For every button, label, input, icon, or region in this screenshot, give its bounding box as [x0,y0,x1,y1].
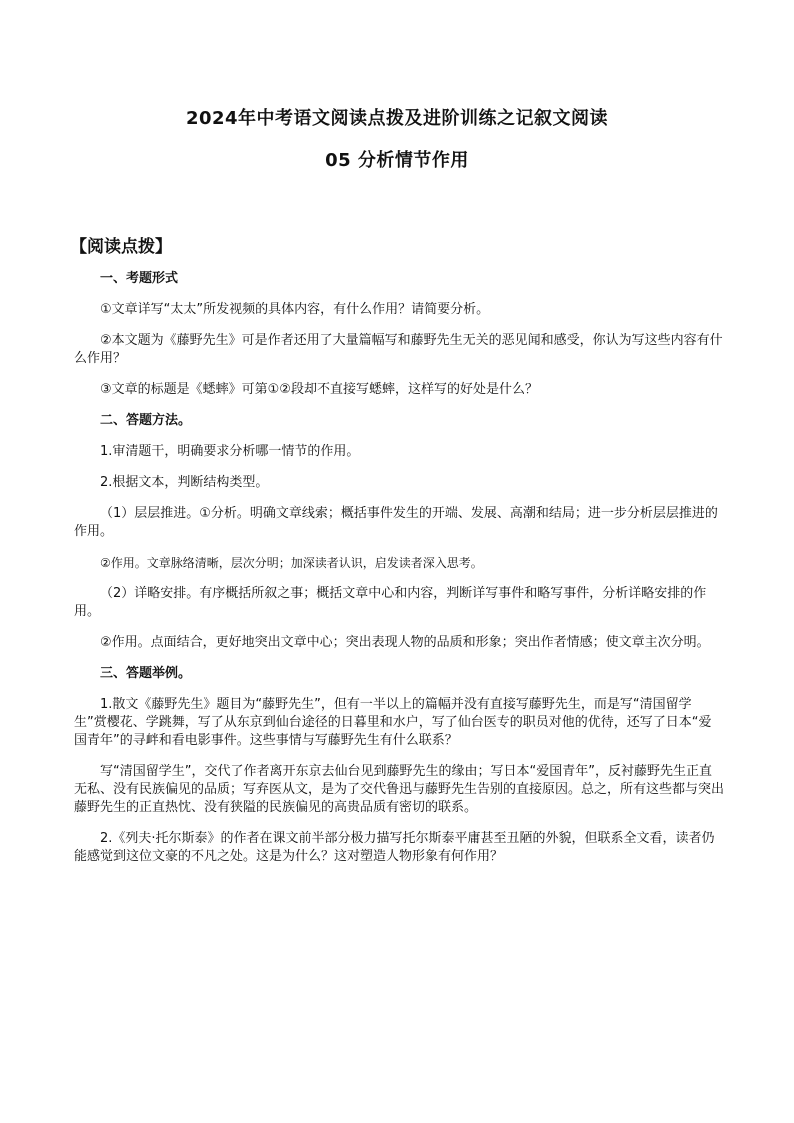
section-heading: 【阅读点拨】 [70,237,172,257]
paragraph: ②作用。文章脉络清晰，层次分明；加深读者认识，启发读者深入思考。 [100,556,483,570]
heading-question-forms: 一、考题形式 [100,271,179,286]
paragraph: 2.根据文本，判断结构类型。 [100,475,269,490]
heading-answer-examples: 三、答题举例。 [100,666,192,681]
paragraph: 1.审清题干，明确要求分析哪一情节的作用。 [100,444,360,459]
paragraph: （2）详略安排。有序概括所叙之事；概括文章中心和内容，判断详写事件和略写事件，分析详略安排的作用。 [74,586,707,619]
paragraph: ②作用。点面结合，更好地突出文章中心；突出表现人物的品质和形象；突出作者情感；使文章主次分明。 [100,635,710,650]
document-body [74,270,724,879]
document-subtitle: 05 分析情节作用 [325,150,469,171]
document-title: 2024年中考语文阅读点拨及进阶训练之记叙文阅读 [185,108,609,129]
paragraph: ③文章的标题是《蟋蟀》可第①②段却不直接写蟋蟀，这样写的好处是什么？ [100,382,538,397]
paragraph: （1）层层推进。①分析。明确文章线索；概括事件发生的开端、发展、高潮和结局；进一步分析层层推进的作用。 [74,506,718,539]
paragraph: 1.散文《藤野先生》题目为“藤野先生”，但有一半以上的篇幅并没有直接写藤野先生，而是写“清国留学生”赏樱花、学跳舞，写了从东京到仙台途径的日暮里和水户，写了仙台医专的职员对他的优待，还写了日本“爱国青年”的寻衅和看电影事件。这些事情与写藤野先生有什么联系？ [74,697,712,748]
heading-answer-methods: 二、答题方法。 [100,413,192,428]
paragraph: ②本文题为《藤野先生》可是作者还用了大量篇幅写和藤野先生无关的恶见闻和感受，你认为写这些内容有什么作用？ [74,333,723,366]
paragraph: 写“清国留学生”，交代了作者离开东京去仙台见到藤野先生的缘由；写日本“爱国青年”，反衬藤野先生正直无私、没有民族偏见的品质；写弃医从文，是为了交代鲁迅与藤野先生告别的直接原因。总之，所有这些都与突出藤野先生的正直热忱、没有狭隘的民族偏见的高贵品质有密切的联系。 [74,764,725,815]
paragraph: ①文章详写“太太”所发视频的具体内容，有什么作用？请简要分析。 [100,302,490,317]
paragraph: 2.《列夫·托尔斯泰》的作者在课文前半部分极力描写托尔斯泰平庸甚至丑陋的外貌，但联系全文看，读者仍能感觉到这位文豪的不凡之处。这是为什么？这对塑造人物形象有何作用？ [74,831,715,864]
